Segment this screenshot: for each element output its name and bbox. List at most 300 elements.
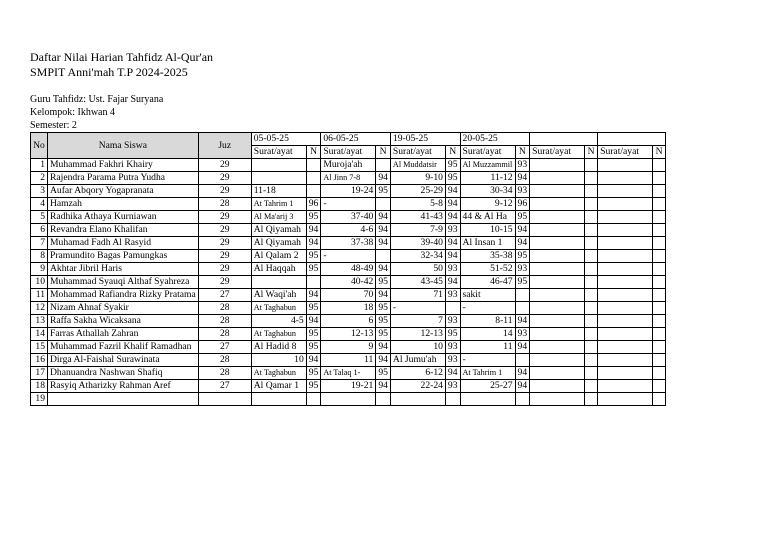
- cell-n-2: 95: [376, 185, 391, 198]
- document-sheet: [30, 50, 666, 406]
- cell-n-5: [585, 341, 598, 354]
- cell-surat-3: 6-12: [390, 367, 445, 380]
- cell-surat-3: Al Muddatsir: [390, 159, 445, 172]
- cell-nama: Muhamad Fadh Al Rasyid: [48, 237, 199, 250]
- cell-no: 5: [31, 211, 48, 224]
- cell-juz: 28: [198, 328, 251, 341]
- cell-surat-2: 4-6: [321, 224, 376, 237]
- header-juz: Juz: [198, 133, 251, 159]
- cell-n-2: 95: [376, 276, 391, 289]
- cell-n-3: 95: [445, 328, 460, 341]
- cell-surat-5: [530, 237, 585, 250]
- cell-surat-1: At Taghabun: [251, 302, 306, 315]
- cell-n-5: [585, 185, 598, 198]
- cell-nama: Pramundito Bagas Pamungkas: [48, 250, 199, 263]
- cell-surat-5: [530, 302, 585, 315]
- cell-n-1: 95: [306, 250, 321, 263]
- cell-juz: 29: [198, 211, 251, 224]
- cell-n-3: 93: [445, 224, 460, 237]
- cell-surat-3: 25-29: [390, 185, 445, 198]
- cell-n-3: [445, 302, 460, 315]
- cell-no: 15: [31, 341, 48, 354]
- cell-n-1: [306, 276, 321, 289]
- cell-surat-6: [598, 341, 653, 354]
- cell-surat-6: [598, 159, 653, 172]
- cell-n-2: [376, 159, 391, 172]
- table-row: [31, 237, 666, 250]
- cell-surat-2: 19-21: [321, 380, 376, 393]
- cell-n-2: 94: [376, 237, 391, 250]
- cell-surat-1: [251, 276, 306, 289]
- cell-n-3: 93: [445, 315, 460, 328]
- header-surat-3: Surat/ayat: [390, 146, 445, 159]
- cell-n-2: 95: [376, 302, 391, 315]
- cell-surat-1: At Taghabun: [251, 367, 306, 380]
- cell-juz: 28: [198, 354, 251, 367]
- cell-n-2: 94: [376, 211, 391, 224]
- header-date-1: 05-05-25: [251, 133, 321, 146]
- cell-juz: 28: [198, 367, 251, 380]
- cell-surat-4: 8-11: [460, 315, 515, 328]
- cell-surat-3: 12-13: [390, 328, 445, 341]
- cell-juz: 28: [198, 315, 251, 328]
- cell-n-3: 93: [445, 380, 460, 393]
- cell-surat-2: 70: [321, 289, 376, 302]
- cell-surat-4: 9-12: [460, 198, 515, 211]
- table-row: [31, 341, 666, 354]
- cell-surat-6: [598, 224, 653, 237]
- cell-surat-6: [598, 367, 653, 380]
- cell-surat-1: Al Qalam 2: [251, 250, 306, 263]
- cell-n-1: 94: [306, 237, 321, 250]
- cell-n-3: 94: [445, 367, 460, 380]
- cell-juz: 29: [198, 172, 251, 185]
- cell-surat-2: 9: [321, 341, 376, 354]
- cell-n-3: 94: [445, 237, 460, 250]
- header-surat-6: Surat/ayat: [598, 146, 653, 159]
- cell-n-5: [585, 224, 598, 237]
- cell-n-2: 94: [376, 354, 391, 367]
- grades-table: [30, 132, 666, 406]
- cell-n-6: [653, 237, 666, 250]
- cell-no: 11: [31, 289, 48, 302]
- cell-nama: Rasyiq Atharizky Rahman Aref: [48, 380, 199, 393]
- cell-surat-1: Al Haqqah: [251, 263, 306, 276]
- cell-surat-5: [530, 185, 585, 198]
- header-nama: Nama Siswa: [48, 133, 199, 159]
- cell-n-6: [653, 354, 666, 367]
- header-n-1: N: [306, 146, 321, 159]
- header-surat-1: Surat/ayat: [251, 146, 306, 159]
- cell-n-3: 94: [445, 198, 460, 211]
- cell-n-5: [585, 237, 598, 250]
- cell-n-1: 95: [306, 211, 321, 224]
- cell-n-4: [515, 302, 530, 315]
- cell-surat-5: [530, 367, 585, 380]
- cell-juz: 29: [198, 185, 251, 198]
- cell-nama: Muhammad Fazril Khalif Ramadhan: [48, 341, 199, 354]
- cell-n-4: 96: [515, 198, 530, 211]
- cell-n-5: [585, 250, 598, 263]
- cell-surat-4: 11-12: [460, 172, 515, 185]
- cell-n-3: 95: [445, 159, 460, 172]
- cell-surat-6: [598, 263, 653, 276]
- cell-surat-1: Al Qiyamah: [251, 224, 306, 237]
- doc-title-line2: SMPIT Anni'mah T.P 2024-2025: [30, 65, 188, 79]
- cell-surat-3: 5-8: [390, 198, 445, 211]
- cell-n-6: [653, 276, 666, 289]
- header-date-6: [598, 133, 666, 146]
- cell-surat-4: -: [460, 354, 515, 367]
- cell-no: 8: [31, 250, 48, 263]
- cell-surat-1: 4-5: [251, 315, 306, 328]
- cell-nama: [48, 393, 199, 406]
- cell-n-5: [585, 315, 598, 328]
- cell-nama: Akhtar Jibril Haris: [48, 263, 199, 276]
- cell-surat-3: 9-10: [390, 172, 445, 185]
- cell-surat-6: [598, 250, 653, 263]
- cell-surat-5: [530, 224, 585, 237]
- cell-surat-3: 50: [390, 263, 445, 276]
- cell-n-1: 96: [306, 198, 321, 211]
- cell-surat-5: [530, 172, 585, 185]
- cell-surat-4: 10-15: [460, 224, 515, 237]
- cell-juz: 28: [198, 302, 251, 315]
- cell-nama: Radhika Athaya Kurniawan: [48, 211, 199, 224]
- cell-n-6: [653, 224, 666, 237]
- cell-surat-1: At Tahrim 1: [251, 198, 306, 211]
- header-date-3: 19-05-25: [390, 133, 460, 146]
- cell-surat-2: 18: [321, 302, 376, 315]
- cell-n-1: 94: [306, 224, 321, 237]
- cell-n-3: 93: [445, 341, 460, 354]
- cell-no: 10: [31, 276, 48, 289]
- cell-n-5: [585, 159, 598, 172]
- cell-no: 9: [31, 263, 48, 276]
- cell-surat-2: 19-24: [321, 185, 376, 198]
- cell-n-2: 94: [376, 289, 391, 302]
- cell-surat-5: [530, 276, 585, 289]
- cell-n-1: 95: [306, 263, 321, 276]
- table-row: [31, 276, 666, 289]
- cell-n-6: [653, 367, 666, 380]
- cell-nama: Nizam Ahnaf Syakir: [48, 302, 199, 315]
- cell-surat-5: [530, 341, 585, 354]
- cell-n-1: 94: [306, 315, 321, 328]
- cell-n-2: 94: [376, 263, 391, 276]
- doc-meta: [30, 93, 666, 132]
- cell-n-4: 93: [515, 328, 530, 341]
- cell-nama: Raffa Sakha Wicaksana: [48, 315, 199, 328]
- cell-no: 4: [31, 198, 48, 211]
- cell-surat-1: Al Waqi'ah: [251, 289, 306, 302]
- cell-surat-2: 12-13: [321, 328, 376, 341]
- cell-n-1: [306, 159, 321, 172]
- cell-no: 14: [31, 328, 48, 341]
- cell-nama: Aufar Abqory Yogapranata: [48, 185, 199, 198]
- cell-n-4: [515, 393, 530, 406]
- cell-n-3: [445, 393, 460, 406]
- cell-n-6: [653, 302, 666, 315]
- cell-n-1: 95: [306, 302, 321, 315]
- cell-surat-4: 14: [460, 328, 515, 341]
- cell-surat-1: [251, 172, 306, 185]
- cell-no: 3: [31, 185, 48, 198]
- cell-surat-6: [598, 198, 653, 211]
- cell-n-1: 95: [306, 328, 321, 341]
- cell-n-4: 93: [515, 159, 530, 172]
- cell-juz: 28: [198, 198, 251, 211]
- table-row: [31, 172, 666, 185]
- cell-surat-5: [530, 393, 585, 406]
- cell-juz: 29: [198, 237, 251, 250]
- header-n-5: N: [585, 146, 598, 159]
- table-row: [31, 250, 666, 263]
- cell-no: 13: [31, 315, 48, 328]
- cell-surat-3: 10: [390, 341, 445, 354]
- cell-surat-3: 71: [390, 289, 445, 302]
- cell-no: 7: [31, 237, 48, 250]
- cell-surat-1: 10: [251, 354, 306, 367]
- cell-surat-2: 48-49: [321, 263, 376, 276]
- cell-surat-1: [251, 393, 306, 406]
- cell-surat-1: Al Qamar 1: [251, 380, 306, 393]
- cell-surat-4: 35-38: [460, 250, 515, 263]
- cell-n-2: 95: [376, 367, 391, 380]
- cell-n-1: 95: [306, 341, 321, 354]
- cell-surat-6: [598, 302, 653, 315]
- cell-n-5: [585, 367, 598, 380]
- cell-n-5: [585, 380, 598, 393]
- cell-n-3: 93: [445, 263, 460, 276]
- cell-surat-2: 11: [321, 354, 376, 367]
- table-row: [31, 315, 666, 328]
- cell-n-1: [306, 185, 321, 198]
- cell-juz: [198, 393, 251, 406]
- cell-juz: 29: [198, 224, 251, 237]
- cell-surat-1: 11-18: [251, 185, 306, 198]
- header-date-4: 20-05-25: [460, 133, 530, 146]
- cell-surat-3: -: [390, 302, 445, 315]
- cell-n-4: 94: [515, 341, 530, 354]
- cell-n-6: [653, 250, 666, 263]
- cell-surat-2: -: [321, 198, 376, 211]
- cell-n-4: 95: [515, 276, 530, 289]
- cell-surat-4: Al Insan 1: [460, 237, 515, 250]
- cell-n-5: [585, 302, 598, 315]
- cell-n-4: [515, 354, 530, 367]
- cell-n-3: 95: [445, 172, 460, 185]
- cell-nama: Muhammad Fakhri Khairy: [48, 159, 199, 172]
- cell-surat-1: Al Qiyamah: [251, 237, 306, 250]
- cell-surat-2: Muroja'ah: [321, 159, 376, 172]
- cell-surat-6: [598, 328, 653, 341]
- header-n-2: N: [376, 146, 391, 159]
- cell-surat-5: [530, 159, 585, 172]
- cell-juz: 27: [198, 341, 251, 354]
- cell-surat-2: 6: [321, 315, 376, 328]
- cell-surat-4: -: [460, 302, 515, 315]
- cell-nama: Farras Athallah Zahran: [48, 328, 199, 341]
- cell-surat-6: [598, 185, 653, 198]
- cell-surat-2: 37-40: [321, 211, 376, 224]
- cell-juz: 29: [198, 159, 251, 172]
- cell-juz: 27: [198, 380, 251, 393]
- cell-nama: Dirga Al-Faishal Surawinata: [48, 354, 199, 367]
- cell-surat-4: 46-47: [460, 276, 515, 289]
- header-surat-2: Surat/ayat: [321, 146, 376, 159]
- cell-surat-4: [460, 393, 515, 406]
- header-surat-5: Surat/ayat: [530, 146, 585, 159]
- cell-surat-5: [530, 315, 585, 328]
- cell-n-2: 95: [376, 315, 391, 328]
- cell-n-2: 94: [376, 172, 391, 185]
- table-row: [31, 380, 666, 393]
- cell-surat-6: [598, 172, 653, 185]
- cell-no: 17: [31, 367, 48, 380]
- cell-n-4: 94: [515, 315, 530, 328]
- table-row: [31, 367, 666, 380]
- cell-surat-3: 7-9: [390, 224, 445, 237]
- cell-surat-3: 22-24: [390, 380, 445, 393]
- cell-n-5: [585, 393, 598, 406]
- cell-surat-1: Al Hadid 8: [251, 341, 306, 354]
- cell-n-6: [653, 328, 666, 341]
- cell-n-3: 94: [445, 211, 460, 224]
- cell-surat-1: [251, 159, 306, 172]
- cell-n-4: 95: [515, 211, 530, 224]
- cell-n-2: 94: [376, 224, 391, 237]
- table-row: [31, 328, 666, 341]
- cell-surat-4: 30-34: [460, 185, 515, 198]
- semester-label: Semester: 2: [30, 120, 77, 131]
- cell-n-1: 94: [306, 289, 321, 302]
- table-row: [31, 289, 666, 302]
- cell-surat-5: [530, 198, 585, 211]
- cell-surat-3: 39-40: [390, 237, 445, 250]
- cell-juz: 29: [198, 276, 251, 289]
- cell-n-2: 95: [376, 328, 391, 341]
- cell-n-6: [653, 185, 666, 198]
- cell-n-4: [515, 289, 530, 302]
- cell-surat-5: [530, 211, 585, 224]
- cell-surat-2: 37-38: [321, 237, 376, 250]
- cell-surat-1: At Taghabun: [251, 328, 306, 341]
- table-row: [31, 198, 666, 211]
- cell-n-4: 94: [515, 172, 530, 185]
- cell-surat-2: [321, 393, 376, 406]
- cell-surat-2: 40-42: [321, 276, 376, 289]
- cell-n-4: 94: [515, 380, 530, 393]
- cell-surat-4: 25-27: [460, 380, 515, 393]
- cell-n-2: 94: [376, 341, 391, 354]
- cell-surat-3: Al Jumu'ah: [390, 354, 445, 367]
- header-date-2: 06-05-25: [321, 133, 391, 146]
- cell-no: 16: [31, 354, 48, 367]
- cell-n-2: 94: [376, 380, 391, 393]
- cell-n-5: [585, 289, 598, 302]
- cell-no: 1: [31, 159, 48, 172]
- cell-surat-4: sakit: [460, 289, 515, 302]
- cell-n-3: 94: [445, 250, 460, 263]
- cell-no: 18: [31, 380, 48, 393]
- guru-label: Guru Tahfidz: Ust. Fajar Suryana: [30, 94, 164, 105]
- cell-nama: Muhammad Syauqi Althaf Syahreza: [48, 276, 199, 289]
- cell-surat-2: At Talaq 1-: [321, 367, 376, 380]
- cell-n-1: 95: [306, 380, 321, 393]
- cell-surat-2: Al Jinn 7-8: [321, 172, 376, 185]
- cell-n-6: [653, 172, 666, 185]
- cell-surat-6: [598, 211, 653, 224]
- header-n-4: N: [515, 146, 530, 159]
- cell-n-6: [653, 393, 666, 406]
- cell-n-1: [306, 393, 321, 406]
- table-row: [31, 263, 666, 276]
- cell-surat-5: [530, 354, 585, 367]
- cell-n-6: [653, 263, 666, 276]
- cell-surat-4: 44 & Al Ha: [460, 211, 515, 224]
- cell-nama: Rajendra Parama Putra Yudha: [48, 172, 199, 185]
- cell-surat-5: [530, 328, 585, 341]
- cell-surat-2: -: [321, 250, 376, 263]
- cell-nama: Dhanuandra Nashwan Shafiq: [48, 367, 199, 380]
- cell-n-4: 94: [515, 237, 530, 250]
- cell-n-5: [585, 172, 598, 185]
- table-row: [31, 159, 666, 172]
- cell-surat-5: [530, 289, 585, 302]
- cell-juz: 27: [198, 289, 251, 302]
- table-row: [31, 224, 666, 237]
- cell-surat-1: Al Ma'arij 3: [251, 211, 306, 224]
- cell-n-3: 94: [445, 185, 460, 198]
- cell-surat-4: 11: [460, 341, 515, 354]
- cell-n-5: [585, 198, 598, 211]
- cell-n-4: 95: [515, 250, 530, 263]
- cell-surat-6: [598, 276, 653, 289]
- cell-n-4: 93: [515, 263, 530, 276]
- header-n-6: N: [653, 146, 666, 159]
- cell-n-5: [585, 211, 598, 224]
- cell-n-3: 94: [445, 276, 460, 289]
- cell-surat-4: 51-52: [460, 263, 515, 276]
- table-row: [31, 211, 666, 224]
- cell-surat-6: [598, 393, 653, 406]
- doc-title-line1: Daftar Nilai Harian Tahfidz Al-Qur'an: [30, 50, 214, 64]
- table-row: [31, 185, 666, 198]
- cell-surat-6: [598, 380, 653, 393]
- cell-surat-5: [530, 380, 585, 393]
- table-row: [31, 302, 666, 315]
- table-header-row-dates: [31, 133, 666, 146]
- table-body: [31, 159, 666, 406]
- cell-n-3: 93: [445, 354, 460, 367]
- table-row: [31, 354, 666, 367]
- cell-n-6: [653, 315, 666, 328]
- cell-no: 2: [31, 172, 48, 185]
- cell-n-5: [585, 328, 598, 341]
- cell-n-2: [376, 250, 391, 263]
- cell-n-6: [653, 289, 666, 302]
- header-surat-4: Surat/ayat: [460, 146, 515, 159]
- cell-n-5: [585, 263, 598, 276]
- cell-nama: Revandra Elano Khalifan: [48, 224, 199, 237]
- cell-surat-4: At Tahrim 1: [460, 367, 515, 380]
- cell-surat-3: 32-34: [390, 250, 445, 263]
- cell-surat-6: [598, 354, 653, 367]
- cell-n-6: [653, 198, 666, 211]
- cell-n-5: [585, 276, 598, 289]
- cell-n-3: 93: [445, 289, 460, 302]
